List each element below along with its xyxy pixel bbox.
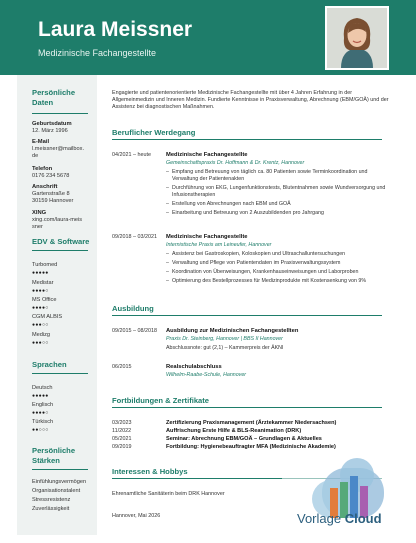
edu-date: 06/2015 <box>112 364 132 370</box>
language-name: Deutsch <box>32 385 53 391</box>
job-title: Medizinische Fachangestellte <box>166 234 248 240</box>
language-name: Türkisch <box>32 419 54 425</box>
profile-photo <box>325 6 389 70</box>
cert-title: Auffrischung Erste Hilfe & BLS-Reanimation (DRK) <box>166 428 302 434</box>
xing-label: XING <box>32 210 47 216</box>
certificates-heading: Fortbildungen & Zertifikate <box>112 396 210 405</box>
job-company: Gemeinschaftspraxis Dr. Hoffmann & Dr. Krentz, Hannover <box>166 160 305 166</box>
email-label: E-Mail <box>32 139 50 145</box>
strengths-heading: Persönliche Stärken <box>32 446 76 465</box>
job-bullet: – Durchführung von EKG, Lungenfunktionstests, Blutentnahmen sowie Wundversorgung und Infusionstherapien <box>172 185 392 199</box>
divider <box>32 373 88 374</box>
job-title: Medizinische Fachangestellte <box>38 48 157 58</box>
skill-rating: ●●●○○ <box>32 322 49 328</box>
place-date: Hannover, Mai 2026 <box>112 513 161 519</box>
strength-item: Zuverlässigkeit <box>32 506 70 512</box>
address-value: Gartenstraße 8 30159 Hannover <box>32 191 74 204</box>
job-bullet: – Verwaltung und Pflege von Patientendaten im Praxisverwaltungssystem <box>172 260 392 267</box>
job-bullet: – Assistenz bei Gastroskopien, Koloskopien und Ultraschalluntersuchungen <box>172 251 392 258</box>
skill-name: CGM ALBIS <box>32 314 63 320</box>
job-bullet: – Erstellung von Abrechnungen nach EBM und GOÄ <box>172 201 392 208</box>
strength-item: Stressresistenz <box>32 497 71 503</box>
experience-heading: Beruflicher Werdegang <box>112 128 196 137</box>
language-name: Englisch <box>32 402 54 408</box>
watermark-text <box>297 511 382 526</box>
profile-summary: Engagierte und patientenorientierte Medizinische Fachangestellte mit über 4 Jahren Erfahrung in der Allgemeinmedizin und Inneren Medizin. Fundierte Kenntnisse in Praxisverwaltung, Abrechnung (EBM/GOÄ) und der Assistenz bei diagnostischen Maßnahmen. <box>112 90 389 111</box>
phone-label: Telefon <box>32 166 53 172</box>
languages-heading: Sprachen <box>32 360 67 369</box>
address-label: Anschrift <box>32 184 58 190</box>
job-bullet: – Einarbeitung und Betreuung von 2 Auszubildenden pro Jahrgang <box>172 210 392 217</box>
skill-rating: ●●●●● <box>32 270 49 276</box>
cert-title: Zertifizierung Praxismanagement (Ärztekammer Niedersachsen) <box>166 420 337 426</box>
cert-date: 05/2021 <box>112 436 132 442</box>
skill-name: Medistar <box>32 280 54 286</box>
job-date: 04/2021 – heute <box>112 152 151 158</box>
edv-heading: EDV & Software <box>32 237 90 246</box>
edu-title: Realschulabschluss <box>166 364 222 370</box>
edu-note: Abschlussnote: gut (2,1) – Kammerpreis der ÄKNI <box>166 345 284 351</box>
cert-date: 09/2019 <box>112 444 132 450</box>
divider <box>32 250 88 251</box>
job-company: Internistische Praxis am Leineufer, Hannover <box>166 242 272 248</box>
watermark-part2: Cloud <box>344 511 382 526</box>
divider <box>112 407 382 408</box>
birthdate-value: 12. März 1996 <box>32 128 68 134</box>
watermark-part1: Vorlage <box>297 511 345 526</box>
strength-item: Organisationstalent <box>32 488 81 494</box>
skill-name: Medizg <box>32 332 51 338</box>
edu-title: Ausbildung zur Medizinischen Fachangestellten <box>166 328 299 334</box>
person-name: Laura Meissner <box>38 18 193 41</box>
skill-rating: ●●●●○ <box>32 288 49 294</box>
job-bullet: – Koordination von Überweisungen, Krankenhauseinweisungen und Laborproben <box>172 269 392 276</box>
job-title: Medizinische Fachangestellte <box>166 152 248 158</box>
edu-place: Wilhelm-Raabe-Schule, Hannover <box>166 372 247 378</box>
skill-name: MS Office <box>32 297 57 303</box>
skill-rating: ●●●○○ <box>32 340 49 346</box>
job-bullet: – Empfang und Betreuung von täglich ca. 80 Patienten sowie Terminkoordination und Verwaltung der Patientenakten <box>172 169 392 183</box>
edu-place: Praxis Dr. Steinberg, Hannover | BBS II Hannover <box>166 336 283 342</box>
vorlage-cloud-logo <box>282 440 416 543</box>
language-rating: ●●○○○ <box>32 427 49 433</box>
sidebar <box>17 75 97 535</box>
language-rating: ●●●●○ <box>32 410 49 416</box>
skill-rating: ●●●●○ <box>32 305 49 311</box>
cert-date: 03/2023 <box>112 420 132 426</box>
xing-value[interactable]: xing.com/laura-meissner <box>32 217 83 230</box>
cert-title: Seminar: Abrechnung EBM/GOÄ – Grundlagen & Aktuelles <box>166 436 322 442</box>
strength-item: Einfühlungsvermögen <box>32 479 87 485</box>
cert-date: 11/2022 <box>112 428 132 434</box>
language-rating: ●●●●● <box>32 393 49 399</box>
divider <box>112 139 382 140</box>
divider <box>32 469 88 470</box>
email-value[interactable]: l.meissner@mailbox.de <box>32 146 84 159</box>
divider <box>32 113 88 114</box>
divider <box>112 315 382 316</box>
hobby-text: Ehrenamtliche Sanitäterin beim DRK Hannover <box>112 491 225 497</box>
education-heading: Ausbildung <box>112 304 154 313</box>
phone-value[interactable]: 0176 234 5678 <box>32 173 70 179</box>
skill-name: Turbomed <box>32 262 58 268</box>
job-bullet: – Optimierung des Bestellprozesses für Medizinprodukte mit Kostensenkung von 9% <box>172 278 392 285</box>
edu-date: 09/2015 – 08/2018 <box>112 328 157 334</box>
hobbies-heading: Interessen & Hobbys <box>112 467 188 476</box>
portrait-icon <box>327 8 387 68</box>
birthdate-label: Geburtsdatum <box>32 121 72 127</box>
job-date: 09/2018 – 03/2021 <box>112 234 157 240</box>
header-banner <box>0 0 416 75</box>
personal-data-heading: Persönliche Daten <box>32 88 76 107</box>
cert-title: Fortbildung: Hygienebeauftragter MFA (Medizinische Akademie) <box>166 444 336 450</box>
